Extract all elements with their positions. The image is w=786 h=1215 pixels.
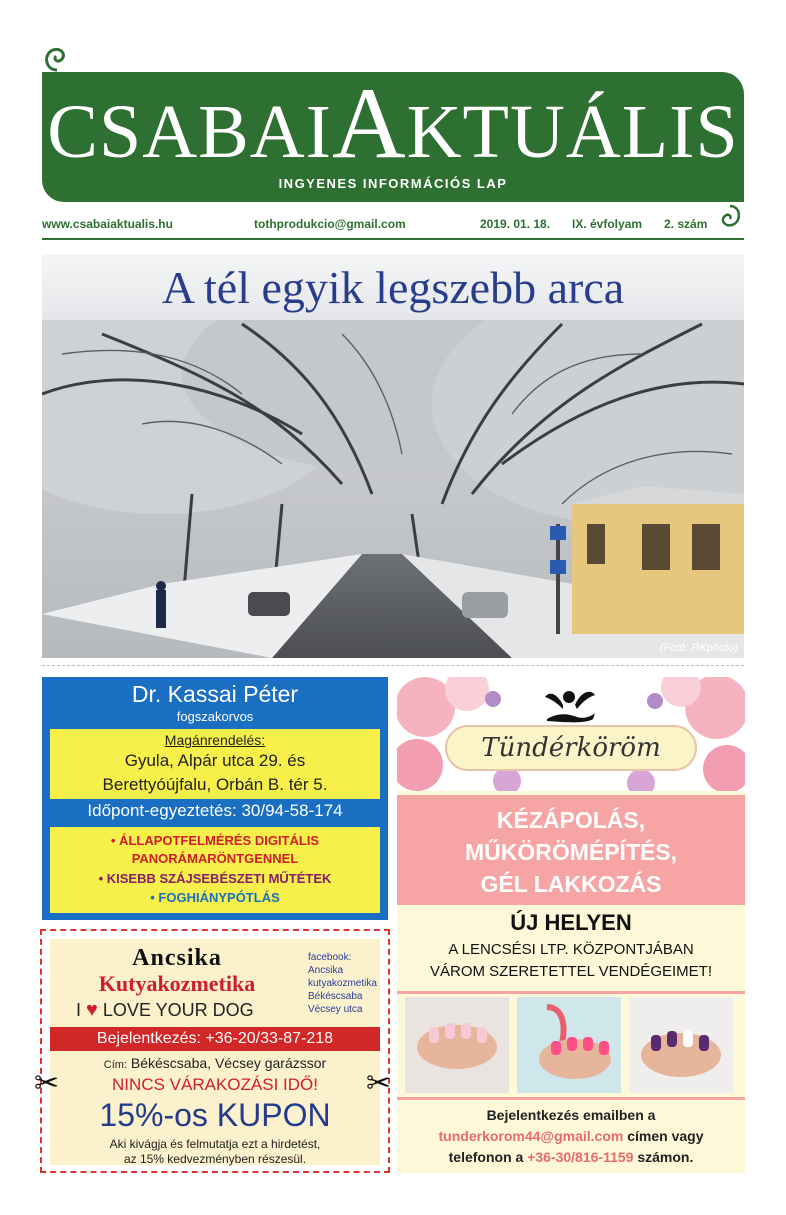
nail-photo-strip bbox=[405, 997, 739, 1095]
services-box bbox=[50, 827, 380, 913]
facebook-info: facebook: Ancsika kutyakozmetika Békéscsaba Vécsey utca bbox=[308, 952, 377, 1015]
coupon-ad[interactable] bbox=[40, 929, 390, 1173]
address-line-1: Gyula, Alpár utca 29. és bbox=[124, 751, 306, 770]
groomer-subtitle: Kutyakozmetika bbox=[98, 971, 256, 996]
separator bbox=[397, 991, 745, 994]
heart-icon: ♥ bbox=[86, 999, 98, 1021]
hand-pink-nails-image bbox=[405, 997, 509, 1093]
groomer-name: Ancsika bbox=[132, 945, 222, 971]
headline-photo bbox=[42, 254, 744, 658]
booking-bar: Bejelentkezés: +36-20/33-87-218 bbox=[50, 1027, 380, 1051]
welcome-line-1: A LENCSÉSI LTP. KÖZPONTJÁBAN bbox=[448, 941, 694, 958]
coupon-body bbox=[50, 939, 380, 1165]
new-location-title: ÚJ HELYEN bbox=[510, 910, 632, 935]
private-practice-box bbox=[50, 729, 380, 799]
headline-band bbox=[42, 254, 744, 320]
issue-date: 2019. 01. 18. bbox=[480, 217, 551, 231]
photo-credit: (Fotó: RKphoto) bbox=[659, 642, 738, 654]
headline-title: A tél egyik legszebb arca bbox=[161, 262, 625, 313]
dentist-name: Dr. Kassai Péter bbox=[131, 681, 299, 707]
scissors-icon-right: ✂ bbox=[366, 1067, 392, 1100]
groomer-address: Cím: Békéscsaba, Vécsey garázssor bbox=[103, 1055, 327, 1071]
separator-2 bbox=[397, 1097, 745, 1100]
masthead-title: CSABAIAKTUÁLIS bbox=[47, 67, 739, 180]
service-gel: GÉL LAKKOZÁS bbox=[480, 871, 662, 897]
nail-salon-ad bbox=[397, 677, 745, 1173]
issue-number: 2. szám bbox=[664, 217, 708, 231]
nail-banner bbox=[397, 677, 745, 791]
header-rule bbox=[42, 238, 744, 240]
nail-photo-1 bbox=[405, 997, 509, 1093]
private-practice-address bbox=[50, 749, 380, 797]
nail-email-link[interactable]: tunderkorom44@gmail.com bbox=[438, 1128, 624, 1144]
hand-purple-nails-image bbox=[629, 997, 733, 1093]
service-surgery: • KISEBB SZÁJSEBÉSZETI MŰTÉTEK bbox=[98, 871, 332, 886]
service-xray-line1: • ÁLLAPOTFELMÉRÉS DIGITÁLIS bbox=[110, 833, 320, 848]
section-divider bbox=[42, 665, 744, 666]
website-link[interactable]: www.csabaiaktualis.hu bbox=[42, 217, 173, 231]
appointment-phone: Időpont-egyeztetés: 30/94-58-174 bbox=[87, 801, 343, 820]
info-bar bbox=[42, 214, 744, 234]
nail-salon-brand: Tündérköröm bbox=[445, 725, 697, 771]
hand-neon-nails-image bbox=[517, 997, 621, 1093]
coupon-title: 15%-os KUPON bbox=[99, 1097, 331, 1133]
service-nail-building: MŰKÖRÖMÉPÍTÉS, bbox=[464, 839, 678, 865]
masthead-subtitle: INGYENES INFORMÁCIÓS LAP bbox=[278, 176, 508, 191]
service-manicure: KÉZÁPOLÁS, bbox=[496, 807, 646, 833]
private-practice-label: Magánrendelés: bbox=[164, 732, 266, 748]
coupon-note: Aki kivágja és felmutatja ezt a hirdetést, az 15% kedvezményben részesül. bbox=[109, 1137, 321, 1166]
dentist-title: fogszakorvos bbox=[176, 709, 254, 724]
no-wait-text: NINCS VÁRAKOZÁSI IDŐ! bbox=[112, 1075, 318, 1094]
nail-photo-3 bbox=[629, 997, 733, 1093]
masthead bbox=[42, 67, 744, 202]
email-link[interactable]: tothprodukcio@gmail.com bbox=[254, 217, 406, 231]
service-xray-line2: PANORÁMARÖNTGENNEL bbox=[131, 851, 299, 866]
scissors-icon-left: ✂ bbox=[34, 1067, 60, 1100]
booking-info: Bejelentkezés emailben a tunderkorom44@gmail.com címen vagy telefonon a +36-30/816-1159 számon. bbox=[438, 1107, 704, 1165]
swirl-ornament-top bbox=[40, 40, 74, 74]
welcome-line-2: VÁROM SZERETETTEL VENDÉGEIMET! bbox=[430, 963, 712, 980]
fairy-silhouette-icon bbox=[543, 683, 599, 723]
service-replacement: • FOGHIÁNYPÓTLÁS bbox=[150, 890, 280, 905]
dentist-ad bbox=[42, 677, 388, 920]
nail-phone[interactable]: +36-30/816-1159 bbox=[527, 1149, 634, 1165]
volume: IX. évfolyam bbox=[572, 217, 643, 231]
love-your-dog: I ♥ LOVE YOUR DOG bbox=[76, 999, 254, 1021]
nail-photo-2 bbox=[517, 997, 621, 1093]
services-banner bbox=[397, 795, 745, 905]
address-line-2: Berettyóújfalu, Orbán B. tér 5. bbox=[102, 775, 328, 794]
